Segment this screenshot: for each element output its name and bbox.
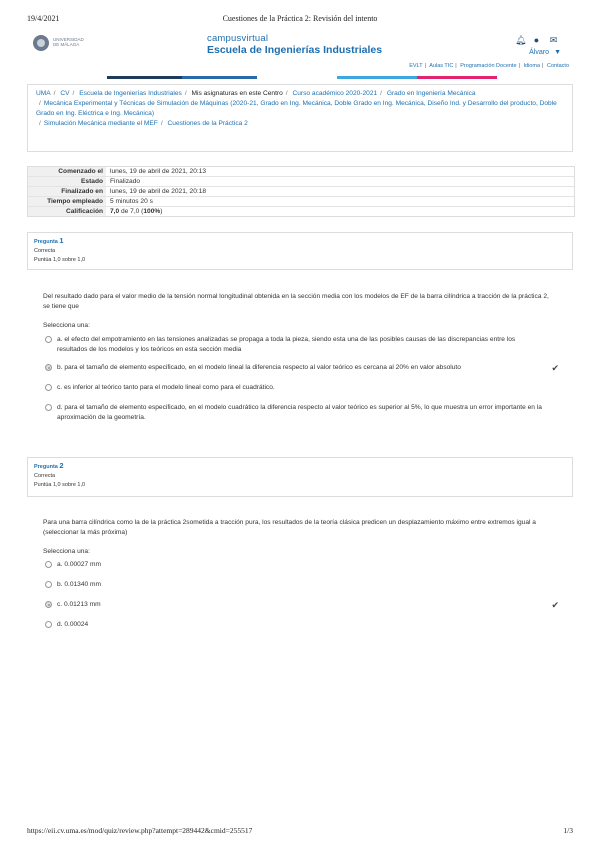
q1-option-d[interactable] [43, 403, 573, 423]
q1-option-c[interactable] [43, 383, 573, 393]
summary-row-started [28, 167, 574, 177]
breadcrumb: UMA / CV / Escuela de Ingenierías Industriales / Mis asignaturas en este Centro / Curso académico 2020-2021 / Grado en Ingeniería Mecánica / Mecánica Experimental y Técnicas de Simulación de Máquinas (2020-21, Grado en Ing. Mecánica, Doble Grado en Ing. Mecánica, Diseño Ind. y Desarrollo del producto, Doble Grado en Ing. Eléctrica e Ing. Mecánica) / Simulación Mecánica mediante el MEF / Cuestiones de la Práctica 2 [27, 84, 573, 152]
summary-row-finished [28, 187, 574, 197]
user-name[interactable]: Álvaro [529, 49, 549, 56]
link-idioma[interactable]: Idioma [523, 63, 541, 69]
crumb-escuela[interactable]: Escuela de Ingenierías Industriales [79, 90, 182, 97]
state-value: Finalizado [110, 178, 141, 185]
q2-option-b[interactable] [43, 580, 573, 590]
radio-icon[interactable] [45, 581, 52, 588]
radio-icon[interactable] [45, 384, 52, 391]
chat-icon[interactable]: ● [533, 35, 540, 45]
question-1-points: Puntúa 1,0 sobre 1,0 [34, 257, 86, 263]
radio-icon[interactable] [45, 621, 52, 628]
grade-value [106, 207, 166, 216]
top-links: EVLT | Aulas TIC | Programación Docente | Idioma | Contacto [409, 63, 569, 69]
link-contacto[interactable]: Contacto [546, 63, 569, 69]
question-2-points: Puntúa 1,0 sobre 1,0 [34, 482, 86, 488]
seal-icon [33, 35, 49, 51]
q1-option-d-label: d. para el tamaño de elemento especificado, en el modelo cuadrático la diferencia respecto al valor teórico es superior al 5%, lo que muestra un error importante en la aproximación de la geometría. [57, 404, 542, 421]
q2-option-d-label: d. 0.00024 [57, 621, 89, 628]
crumb-mis-asignaturas[interactable]: Mis asignaturas en este Centro [191, 90, 283, 97]
crumb-cv[interactable]: CV [60, 90, 70, 97]
grade-mid: de 7,0 ( [119, 208, 144, 215]
stripe-seg-3 [337, 76, 417, 79]
color-stripe [27, 76, 573, 79]
finished-value: lunes, 19 de abril de 2021, 20:18 [110, 188, 207, 195]
started-label: Comenzado el [28, 167, 106, 176]
crumb-seccion[interactable]: Simulación Mecánica mediante el MEF [43, 120, 158, 127]
question-1-answers [43, 322, 573, 423]
q2-option-d[interactable] [43, 620, 573, 630]
crumb-cuestiones[interactable]: Cuestiones de la Práctica 2 [167, 120, 248, 127]
q1-option-a-label: a. el efecto del empotramiento en las tensiones analizadas se propaga a toda la pieza, siendo esta una de las posibles causas de las discrepancias entre los resultados de los modelos y los teóricos en esta sección media [57, 336, 516, 353]
summary-row-state [28, 177, 574, 187]
crumb-curso[interactable]: Curso académico 2020-2021 [292, 90, 378, 97]
question-2-info [27, 457, 573, 497]
print-title: Cuestiones de la Práctica 2: Revisión del intento [222, 14, 378, 23]
grade-score: 7,0 [110, 208, 120, 215]
crumb-uma[interactable]: UMA [36, 90, 51, 97]
grade-label: Calificación [28, 207, 106, 216]
q2-option-b-label: b. 0.01340 mm [57, 581, 101, 588]
question-2-prompt: Selecciona una: [43, 548, 90, 555]
site-brand[interactable] [207, 33, 382, 56]
question-2-answers [43, 548, 573, 630]
stripe-seg-1 [107, 76, 182, 79]
attempt-summary [27, 166, 575, 217]
logo-text: UNIVERSIDAD DE MÁLAGA [53, 37, 84, 47]
stripe-seg-2 [182, 76, 257, 79]
summary-row-time [28, 197, 574, 207]
q1-option-b[interactable] [43, 363, 573, 373]
started-value: lunes, 19 de abril de 2021, 20:13 [110, 168, 207, 175]
question-1-text: Del resultado dado para el valor medio de la tensión normal longitudinal obtenida en la sección media con los modelos de EF de la barra cilíndrica a tracción de la práctica 2, se tiene que [43, 293, 549, 310]
radio-icon[interactable] [45, 404, 52, 411]
crumb-grado[interactable]: Grado en Ingeniería Mecánica [386, 90, 476, 97]
print-page-number: 1/3 [563, 826, 573, 835]
question-2-number: Pregunta 2 [34, 461, 64, 470]
stripe-seg-4 [417, 76, 497, 79]
university-logo[interactable] [33, 35, 89, 51]
grade-end: ) [160, 208, 163, 215]
q1-option-a[interactable] [43, 335, 573, 355]
crumb-asignatura[interactable]: Mecánica Experimental y Técnicas de Simulación de Máquinas (2020-21, Grado en Ing. Mecánica, Doble Grado en Ing. Mecánica, Diseño Ind. y Desarrollo del producto, Doble Grado en Ing. Eléctrica e Ing. Mecánica) [36, 100, 557, 117]
radio-icon[interactable] [45, 561, 52, 568]
time-value: 5 minutos 20 s [110, 198, 153, 205]
question-1-info [27, 232, 573, 270]
user-menu [505, 34, 565, 60]
q2-option-c[interactable] [43, 600, 573, 610]
q2-option-a-label: a. 0.00027 mm [57, 561, 101, 568]
check-icon: ✔ [551, 600, 559, 610]
q2-option-c-label: c. 0.01213 mm [57, 601, 101, 608]
site-header [27, 30, 573, 78]
link-programacion[interactable]: Programación Docente [460, 63, 517, 69]
caret-down-icon[interactable]: ▼ [554, 49, 561, 56]
summary-row-grade [28, 207, 574, 216]
radio-checked-icon[interactable] [45, 601, 52, 608]
print-url: https://eii.cv.uma.es/mod/quiz/review.php?attempt=289442&cmid=255517 [27, 826, 253, 835]
question-1-status: Correcta [34, 248, 56, 254]
question-1-prompt: Selecciona una: [43, 322, 90, 329]
brand-line1: campusvirtual [207, 33, 269, 44]
brand-line2: Escuela de Ingenierías Industriales [207, 44, 383, 56]
print-date: 19/4/2021 [27, 14, 60, 23]
finished-label: Finalizado en [28, 187, 106, 196]
question-2-status: Correcta [34, 473, 56, 479]
bell-icon[interactable]: 🔔︎ [515, 35, 527, 45]
q1-option-b-label: b. para el tamaño de elemento especificado, en el modelo lineal la diferencia respecto al valor teórico es cercana al 20% en valor absoluto [57, 364, 461, 371]
radio-icon[interactable] [45, 336, 52, 343]
q2-option-a[interactable] [43, 560, 573, 570]
link-aulas-tic[interactable]: Aulas TIC [429, 63, 454, 69]
grade-pct: 100% [143, 208, 161, 215]
time-label: Tiempo empleado [28, 197, 106, 206]
mail-icon[interactable]: ✉ [549, 35, 558, 45]
state-label: Estado [28, 177, 106, 186]
link-evlt[interactable]: EVLT [409, 63, 423, 69]
question-1-number: Pregunta 1 [34, 236, 64, 245]
check-icon: ✔ [551, 363, 559, 373]
q1-option-c-label: c. es inferior al teórico tanto para el modelo lineal como para el cuadrático. [57, 384, 275, 391]
question-2-text: Para una barra cilíndrica como la de la práctica 2sometida a tracción pura, los resultados de la teoría clásica predicen un desplazamiento máximo entre extremos igual a (seleccionar la más próxima) [43, 519, 536, 536]
radio-checked-icon[interactable] [45, 364, 52, 371]
